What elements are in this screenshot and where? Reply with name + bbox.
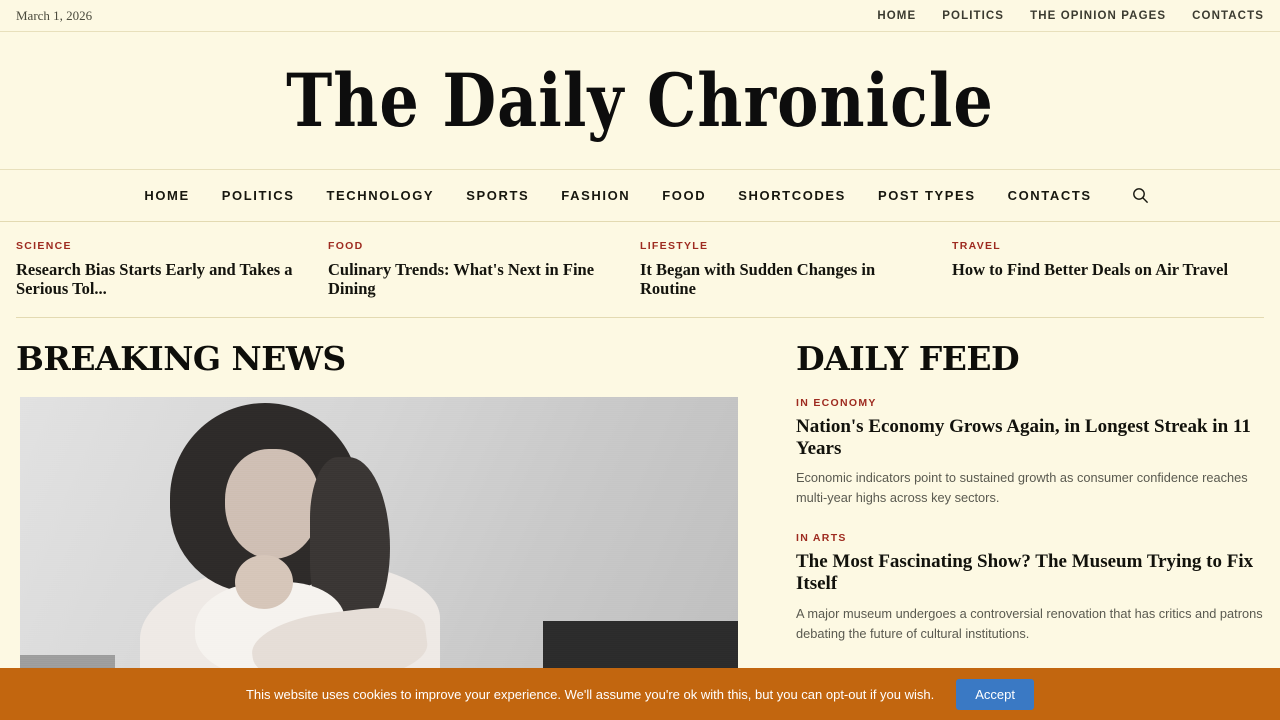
daily-feed-heading: DAILY FEED — [796, 338, 1020, 378]
site-title[interactable]: The Daily Chronicle — [286, 56, 994, 143]
nav-item-sports[interactable]: SPORTS — [466, 188, 530, 203]
category-highlight-strip — [0, 222, 1280, 299]
feed-kicker: IN ARTS — [796, 532, 847, 545]
strip-item-travel[interactable] — [952, 240, 1264, 299]
feed-headline[interactable]: Nation's Economy Grows Again, in Longest Streak in 11 Years — [796, 415, 1251, 459]
strip-kicker: LIFESTYLE — [640, 240, 709, 252]
nav-item-technology[interactable]: TECHNOLOGY — [326, 188, 435, 203]
list-item[interactable] — [796, 397, 1264, 509]
nav-item-fashion[interactable]: FASHION — [561, 188, 631, 203]
feed-kicker: IN ECONOMY — [796, 396, 877, 409]
accept-cookies-button[interactable]: Accept — [956, 679, 1034, 710]
main-navigation — [0, 170, 1280, 222]
photo-grain-overlay — [20, 397, 738, 675]
masthead — [0, 32, 1280, 170]
strip-headline[interactable]: It Began with Sudden Changes in Routine — [640, 260, 876, 299]
strip-headline[interactable]: Research Bias Starts Early and Takes a Serious Tol... — [16, 260, 293, 299]
nav-item-post-types[interactable]: POST TYPES — [877, 188, 976, 203]
top-bar — [0, 0, 1280, 32]
daily-feed-section — [796, 338, 1264, 675]
strip-headline[interactable]: Culinary Trends: What's Next in Fine Dining — [328, 260, 595, 299]
strip-item-science[interactable] — [16, 240, 328, 299]
topnav-item-politics[interactable]: POLITICS — [942, 9, 1005, 22]
breaking-news-heading: BREAKING NEWS — [16, 338, 346, 378]
strip-kicker: SCIENCE — [16, 240, 72, 252]
search-icon[interactable] — [1130, 185, 1152, 207]
nav-item-politics[interactable]: POLITICS — [221, 188, 295, 203]
breaking-news-hero-image[interactable] — [20, 397, 738, 675]
topnav-item-home[interactable]: HOME — [877, 9, 917, 22]
nav-item-contacts[interactable]: CONTACTS — [1007, 188, 1092, 203]
strip-item-lifestyle[interactable] — [640, 240, 952, 299]
nav-item-home[interactable]: HOME — [144, 188, 190, 203]
topnav-item-contacts[interactable]: CONTACTS — [1192, 9, 1264, 22]
cookie-consent-message: This website uses cookies to improve your experience. We'll assume you're ok with this, but you can opt-out if you wish. — [245, 686, 935, 702]
strip-kicker: FOOD — [328, 240, 364, 252]
nav-item-food[interactable]: FOOD — [662, 188, 707, 203]
feed-excerpt: A major museum undergoes a controversial renovation that has critics and patrons debating the future of cultural institutions. — [796, 605, 1263, 641]
current-date: March 1, 2026 — [16, 7, 93, 23]
strip-item-food[interactable] — [328, 240, 640, 299]
breaking-news-section — [16, 338, 764, 675]
strip-headline[interactable]: How to Find Better Deals on Air Travel — [952, 260, 1229, 279]
nav-item-shortcodes[interactable]: SHORTCODES — [738, 188, 846, 203]
strip-kicker: TRAVEL — [952, 240, 1002, 252]
main-content — [0, 318, 1280, 675]
top-bar-nav — [877, 10, 1264, 22]
cookie-consent-bar — [0, 668, 1280, 720]
feed-headline[interactable]: The Most Fascinating Show? The Museum Trying to Fix Itself — [796, 551, 1254, 595]
list-item[interactable] — [796, 532, 1264, 644]
topnav-item-opinion-pages[interactable]: THE OPINION PAGES — [1030, 9, 1167, 22]
feed-excerpt: Economic indicators point to sustained growth as consumer confidence reaches multi-year highs across key sectors. — [796, 470, 1248, 506]
